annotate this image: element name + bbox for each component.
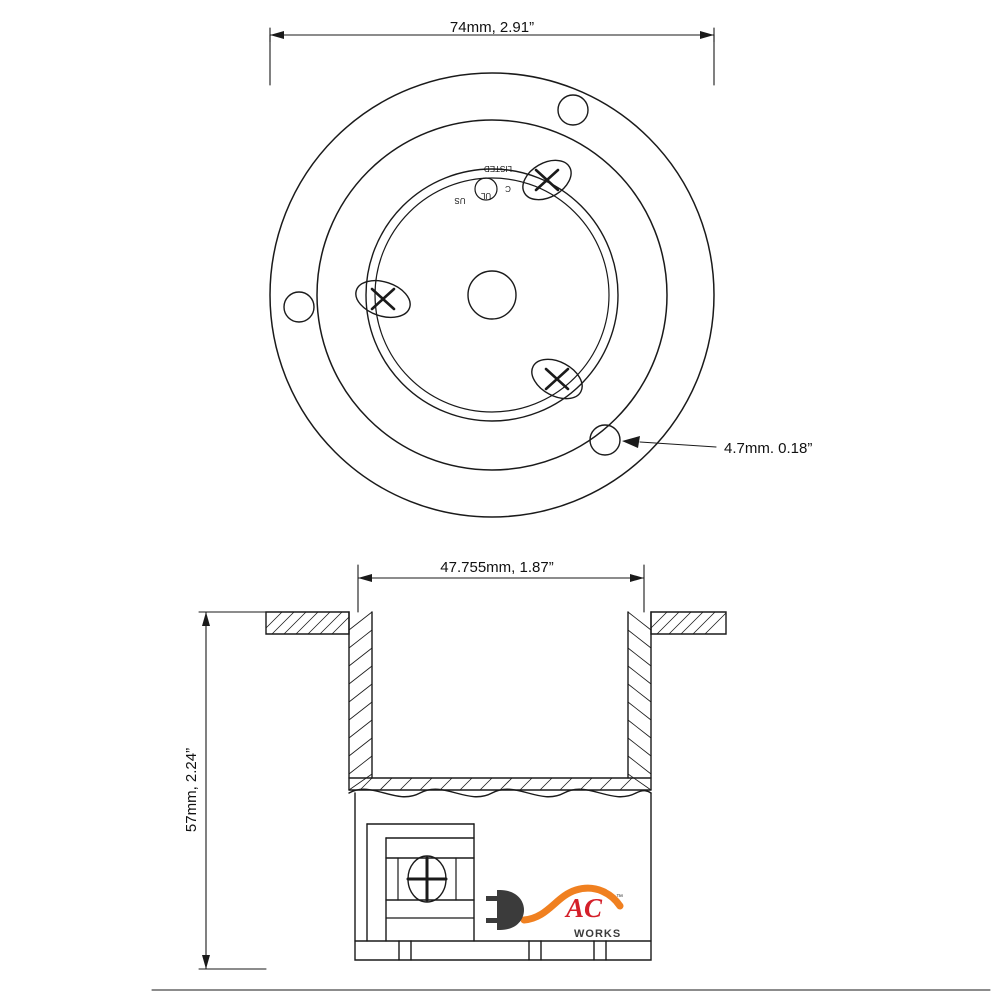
- us-mark-label: US: [454, 196, 466, 205]
- center-hub-circle: [468, 271, 516, 319]
- dimension-screw-hole-label: 4.7mm. 0.18”: [724, 440, 813, 457]
- side-section-view-group: [266, 612, 726, 960]
- dimension-inner-diameter-label: 47.755mm, 1.87”: [440, 559, 554, 576]
- ul-mark-label: UL: [480, 191, 492, 200]
- plug-icon: [486, 890, 524, 930]
- dimension-height-label: 57mm, 2.24”: [183, 747, 200, 833]
- terminal-block-screw: [408, 856, 446, 902]
- mounting-hole-left: [284, 292, 314, 322]
- top-view-group: [270, 73, 714, 517]
- terminal-screw-left: [351, 274, 415, 324]
- dimension-height: [183, 612, 266, 969]
- ul-mark-group: [454, 164, 512, 205]
- dimension-inner-diameter: [358, 559, 644, 612]
- logo-sub-text: WORKS: [574, 928, 622, 940]
- mounting-hole-top: [558, 95, 588, 125]
- terminal-screw-bottom-right: [525, 351, 589, 406]
- outer-flange-circle: [270, 73, 714, 517]
- dimension-outer-diameter: [270, 19, 714, 85]
- listed-mark-label: LISTED: [483, 164, 513, 173]
- dimension-outer-diameter-label: 74mm, 2.91”: [449, 19, 535, 36]
- logo-tm-text: ™: [616, 894, 623, 901]
- c-mark-label: C: [505, 184, 511, 193]
- ac-works-logo: [486, 888, 623, 940]
- logo-brand-text: AC: [566, 893, 603, 923]
- body-wall-inner-circle: [375, 178, 609, 412]
- dimension-screw-hole: [622, 436, 812, 457]
- body-wall-outer-circle: [366, 169, 618, 421]
- terminal-screw-top-right: [516, 152, 578, 207]
